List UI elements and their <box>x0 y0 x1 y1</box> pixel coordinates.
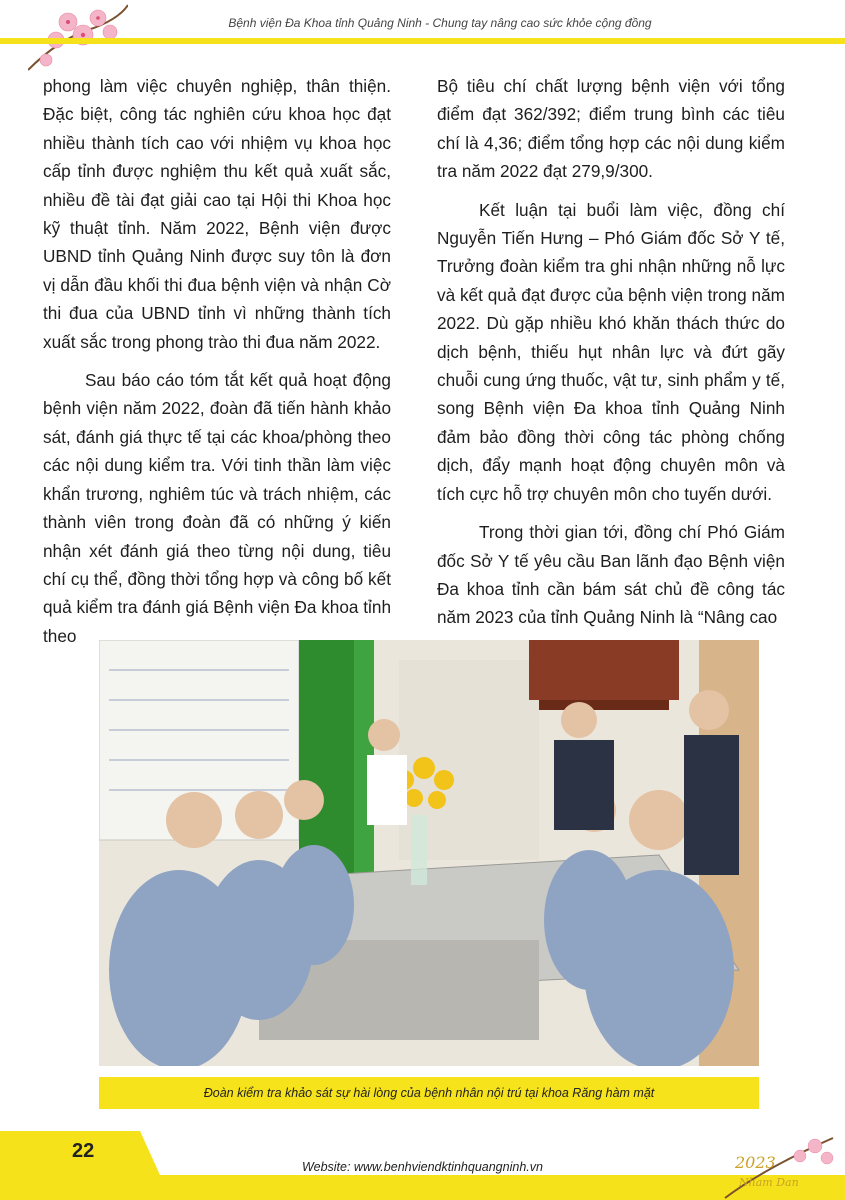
paragraph: Sau báo cáo tóm tắt kết quả hoạt động bệnh viện năm 2022, đoàn đã tiến hành khảo sát, đánh giá thực tế tại các khoa/phòng theo các nội dung kiểm tra. Với tinh thần làm việc khẩn trương, nghiêm túc và trách nhiệm, các thành viên trong đoàn đã có những ý kiến nhận xét đánh giá theo từng nội dung, tiêu chí cụ thể, đồng thời tổng hợp và công bố kết quả kiểm tra đánh giá Bệnh viện Đa khoa tỉnh theo <box>43 370 391 646</box>
header-accent-bar <box>0 38 845 44</box>
paragraph: Kết luận tại buổi làm việc, đồng chí Nguyễn Tiến Hưng – Phó Giám đốc Sở Y tế, Trưởng đoàn kiểm tra ghi nhận những nỗ lực và kết quả đạt được của bệnh viện trong năm 2022. Dù gặp nhiều khó khăn thách thức do dịch bệnh, thiếu hụt nhân lực và đứt gãy chuỗi cung ứng thuốc, vật tư, sinh phẩm y tế, song Bệnh viện Đa khoa tỉnh Quảng Ninh đảm bảo đồng thời công tác phòng chống dịch, đẩy mạnh hoạt động chuyên môn và tích cực hỗ trợ chuyên môn cho tuyến dưới. <box>437 199 785 504</box>
left-text-column <box>43 72 391 660</box>
photo-caption: Đoàn kiểm tra khảo sát sự hài lòng của bệnh nhân nội trú tại khoa Răng hàm mặt <box>203 1086 655 1100</box>
tet-2023-logo <box>715 1128 835 1200</box>
paragraph: Bộ tiêu chí chất lượng bệnh viện với tổng điểm đạt 362/392; điểm trung bình các tiêu chí là 4,36; điểm tổng hợp các nội dung kiểm tra năm 2022 đạt 279,9/300. <box>437 76 785 182</box>
running-header: Bệnh viện Đa Khoa tỉnh Quảng Ninh - Chung tay nâng cao sức khỏe cộng đồng <box>228 16 652 30</box>
inspection-photo <box>99 640 759 1066</box>
svg-text:Nham Dan: Nham Dan <box>739 1176 799 1189</box>
right-text-column <box>437 72 785 642</box>
page-number: 22 <box>72 1140 95 1162</box>
footer-website: Website: www.benhviendktinhquangninh.vn <box>302 1160 543 1174</box>
photo-illustration <box>99 640 759 1066</box>
svg-text:2023: 2023 <box>735 1153 776 1172</box>
photo-caption-box <box>99 1077 759 1109</box>
paragraph: Trong thời gian tới, đồng chí Phó Giám đốc Sở Y tế yêu cầu Ban lãnh đạo Bệnh viện Đa khoa tỉnh cần bám sát chủ đề công tác năm 2023 của tỉnh Quảng Ninh là “Nâng cao <box>437 522 785 628</box>
paragraph: phong làm việc chuyên nghiệp, thân thiện. Đặc biệt, công tác nghiên cứu khoa học đạt nhiều thành tích cao với nhiệm vụ khoa học cấp tỉnh được nghiệm thu kết quả xuất sắc, nhiều đề tài đạt giải cao tại Hội thi Khoa học kỹ thuật tỉnh. Năm 2022, Bệnh viện được UBND tỉnh Quảng Ninh được suy tôn là đơn vị dẫn đầu khối thi đua bệnh viện và nhận Cờ thi đua của UBND tỉnh vì những thành tích xuất sắc trong phong trào thi đua năm 2022. <box>43 76 391 352</box>
